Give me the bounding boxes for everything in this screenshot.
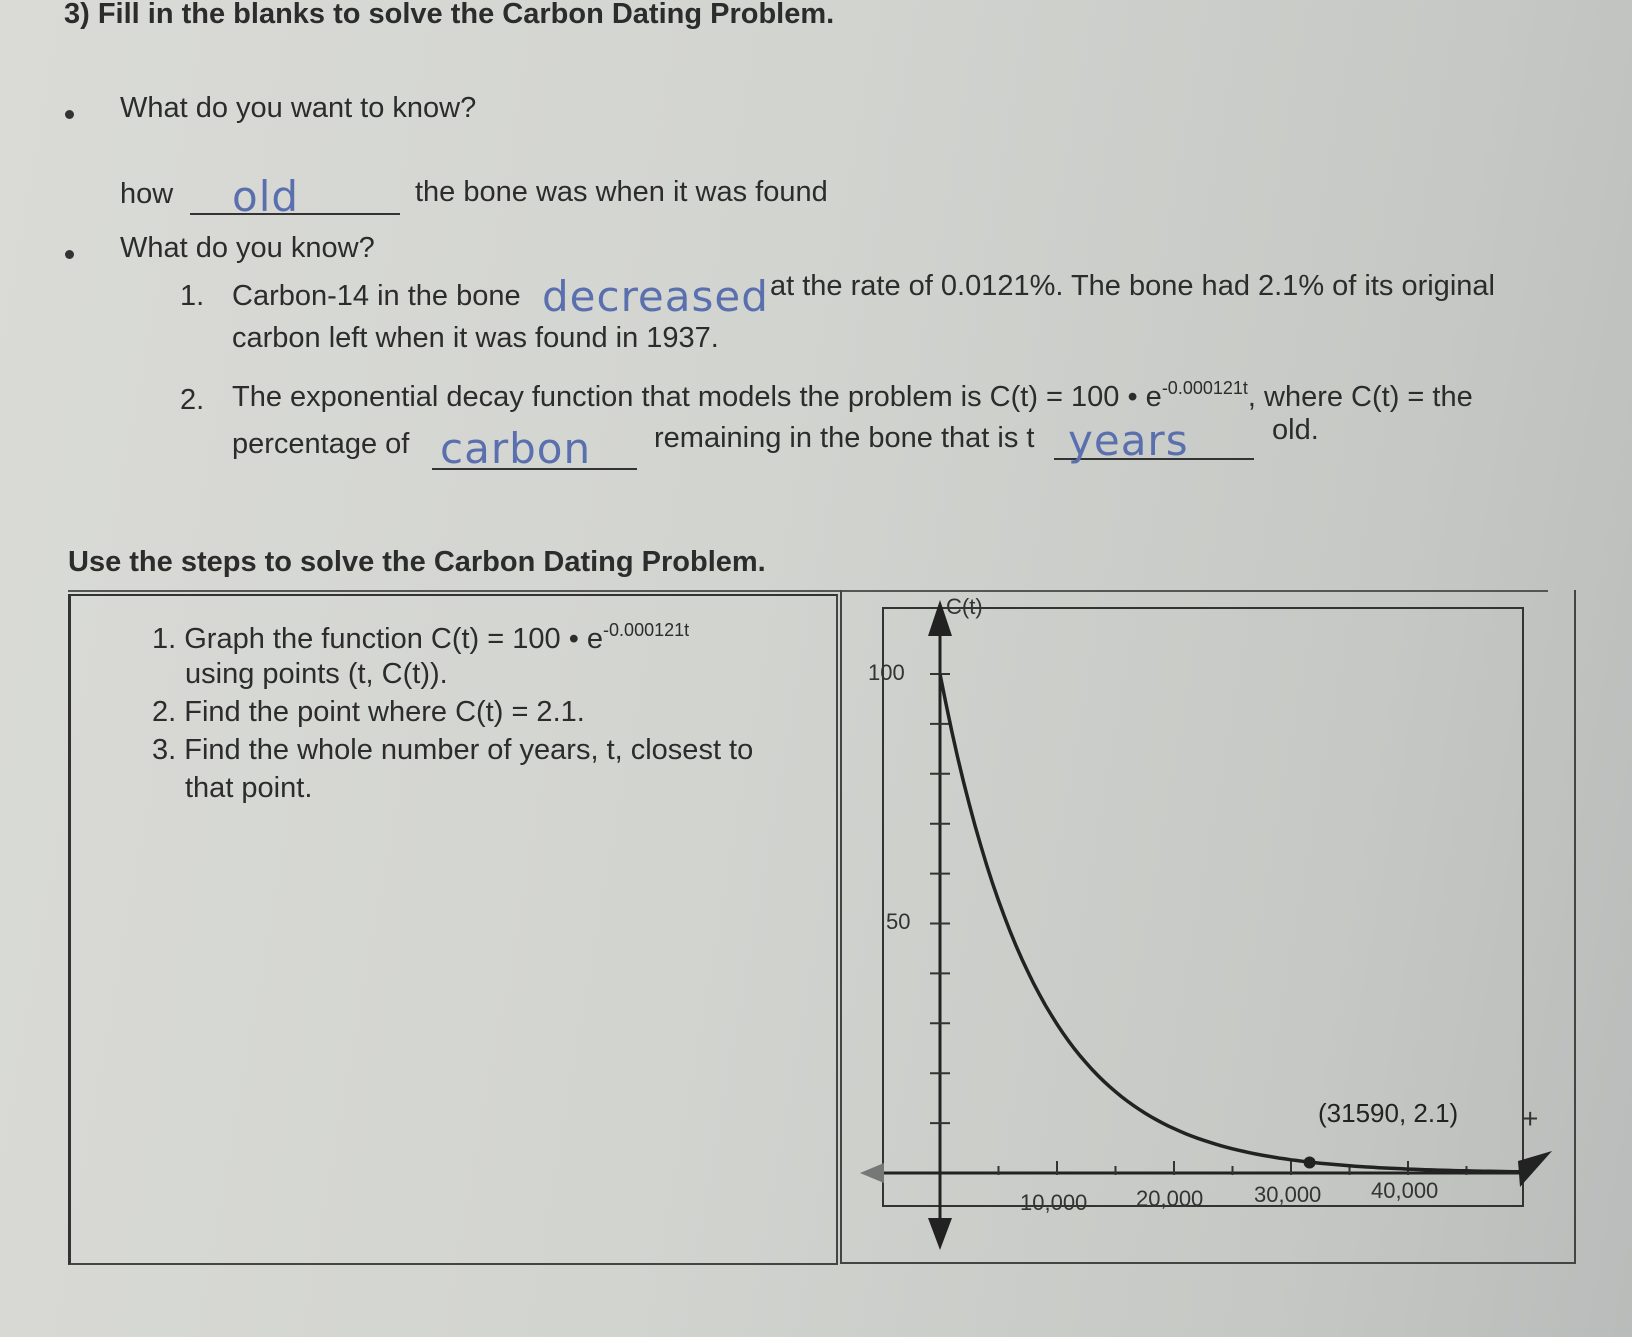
x-tick-label-20000: 20,000 — [1136, 1186, 1204, 1211]
item2-number: 2. — [180, 384, 205, 416]
item1-line2: carbon left when it was found in 1937. — [232, 322, 719, 354]
x-tick-label-40000: 40,000 — [1371, 1178, 1439, 1203]
item2-exponent: -0.000121t — [1161, 378, 1248, 398]
step1-text: 1. Graph the function C(t) = 100 • e — [152, 623, 604, 655]
y-axis-arrow-down — [928, 1218, 952, 1250]
answer-carbon: carbon — [440, 424, 592, 473]
answer-years: years — [1068, 416, 1189, 465]
how-label: how — [120, 178, 174, 210]
item2-line1-b: , where C(t) = the — [1247, 381, 1473, 413]
bullet-want-to-know: What do you want to know? — [120, 92, 477, 124]
line1-suffix: the bone was when it was found — [415, 176, 828, 208]
y-tick-label-100: 100 — [868, 660, 905, 685]
x-tick-label-10000: 10,000 — [1020, 1190, 1088, 1215]
item2-line2-a: percentage of — [232, 428, 410, 460]
y-axis-label: C(t) — [946, 594, 983, 619]
item2-line1-a: The exponential decay function that models the problem is C(t) = 100 • e — [232, 381, 1162, 413]
step-3-continued: that point. — [185, 772, 313, 804]
y-tick-label-50: 50 — [886, 909, 911, 934]
answer-decreased: decreased — [542, 272, 769, 321]
answer-old: old — [232, 172, 300, 221]
item1-number: 1. — [180, 280, 205, 312]
step-3: 3. Find the whole number of years, t, closest to — [152, 734, 754, 766]
item2-line2-b: remaining in the bone that is t — [654, 422, 1035, 454]
item2-line2-c: old. — [1272, 414, 1319, 446]
step-1-continued: using points (t, C(t)). — [185, 658, 448, 690]
step-2: 2. Find the point where C(t) = 2.1. — [152, 696, 585, 728]
steps-title: Use the steps to solve the Carbon Dating Problem. — [68, 546, 766, 578]
x-tick-label-30000: 30,000 — [1254, 1182, 1322, 1207]
question-title: 3) Fill in the blanks to solve the Carbon Dating Problem. — [64, 0, 835, 30]
step1-exponent: -0.000121t — [603, 620, 690, 640]
item1-prefix: Carbon-14 in the bone — [232, 280, 521, 312]
bullet-what-you-know: What do you know? — [120, 232, 375, 264]
x-axis-arrow-left — [860, 1163, 884, 1183]
item1-suffix: at the rate of 0.0121%. The bone had 2.1% of its original — [770, 270, 1495, 302]
plus-mark: + — [1522, 1103, 1539, 1134]
solution-point — [1304, 1157, 1316, 1169]
point-annotation: (31590, 2.1) — [1318, 1098, 1459, 1128]
